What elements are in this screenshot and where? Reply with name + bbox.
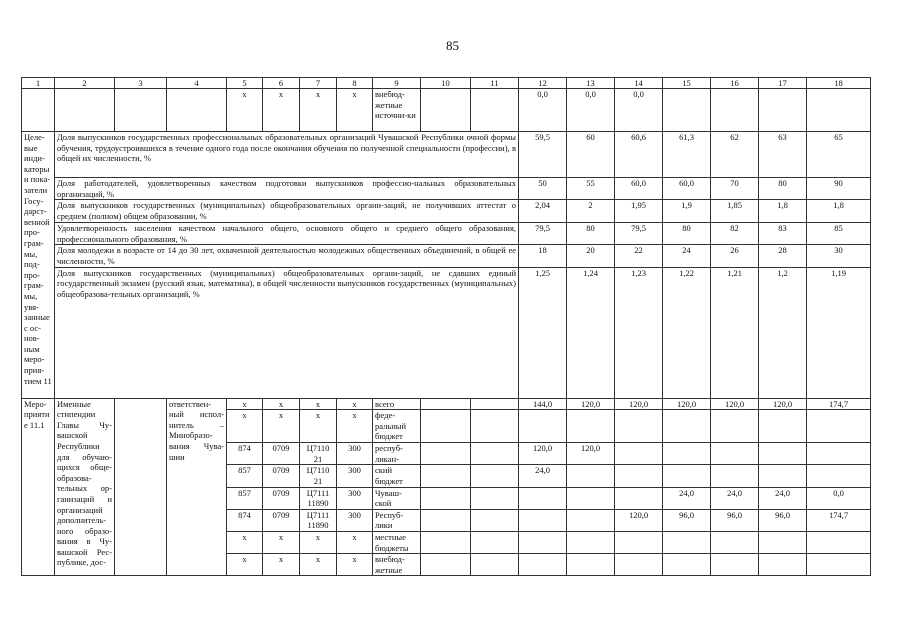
indicator-text: Доля работодателей, удовлетворенных качеством подготовки выпускников профессио-нальных образовательных организаций, % (55, 178, 519, 200)
code-cell: x (300, 531, 337, 553)
measure-value (807, 443, 871, 465)
indicator-value: 20 (567, 245, 615, 267)
header-cell: 2 (55, 78, 115, 89)
cell-empty (471, 554, 519, 576)
code-cell: x (263, 554, 300, 576)
code-cell: Ц7110 21 (300, 465, 337, 487)
indicator-row (22, 200, 871, 223)
measure-value (759, 531, 807, 553)
indicator-value: 30 (807, 245, 871, 267)
indicator-row (22, 223, 871, 245)
measure-label: Меро-приятие 11.1 (22, 398, 55, 576)
measure-value (567, 554, 615, 576)
indicators-side-label: Целе-вые инди-каторы и пока-затели Госу-дарст-венной про-грам-мы, под-про-грам-мы, увя-занные с ос-нов-ным меро-прия-тием 11 (22, 132, 55, 399)
measure-value: 120,0 (519, 443, 567, 465)
code-cell: x (337, 410, 373, 443)
header-cell: 11 (471, 78, 519, 89)
measure-value (615, 531, 663, 553)
measure-value (567, 465, 615, 487)
code-cell: Ц7111 11890 (300, 487, 337, 509)
indicator-value: 65 (807, 132, 871, 178)
indicator-value: 26 (711, 245, 759, 267)
code-cell: 300 (337, 465, 373, 487)
value-cell: 0,0 (615, 89, 663, 132)
indicator-value: 85 (807, 223, 871, 245)
measure-value (663, 465, 711, 487)
indicator-value: 1,95 (615, 200, 663, 223)
indicator-value: 22 (615, 245, 663, 267)
indicator-value: 1,85 (711, 200, 759, 223)
program-table (21, 77, 871, 576)
indicator-value: 1,2 (759, 267, 807, 398)
code-cell: 300 (337, 443, 373, 465)
measure-value (759, 554, 807, 576)
measure-value (807, 531, 871, 553)
measure-value (615, 465, 663, 487)
indicator-text: Доля выпускников государственных (муниципальных) общеобразовательных органи-заций, не получивших аттестат о среднем (полном) общем образовании, % (55, 200, 519, 223)
cell-empty (421, 487, 471, 509)
code-cell: x (263, 410, 300, 443)
code-cell: x (337, 554, 373, 576)
code-cell: x (227, 554, 263, 576)
cell-empty (421, 465, 471, 487)
cell-empty (421, 410, 471, 443)
indicator-row (22, 132, 871, 178)
code-cell: x (263, 89, 300, 132)
measure-value (615, 554, 663, 576)
indicator-value: 1,24 (567, 267, 615, 398)
code-cell: x (263, 398, 300, 410)
code-cell: 300 (337, 487, 373, 509)
measure-value (519, 554, 567, 576)
indicator-value: 1,8 (807, 200, 871, 223)
indicator-value: 70 (711, 178, 759, 200)
measure-value: 174,7 (807, 398, 871, 410)
measure-value (759, 465, 807, 487)
header-cell: 4 (167, 78, 227, 89)
measure-value (759, 410, 807, 443)
code-cell: 0709 (263, 465, 300, 487)
source-cell: внебюд-жетные (373, 554, 421, 576)
indicator-value: 24 (663, 245, 711, 267)
indicator-value: 79,5 (615, 223, 663, 245)
code-cell: 857 (227, 487, 263, 509)
code-cell: x (300, 410, 337, 443)
indicator-value: 60 (567, 132, 615, 178)
cell-empty (55, 89, 115, 132)
indicator-value: 55 (567, 178, 615, 200)
header-cell: 7 (300, 78, 337, 89)
indicator-value: 1,19 (807, 267, 871, 398)
measure-value: 120,0 (567, 398, 615, 410)
code-cell: x (227, 398, 263, 410)
indicator-value: 2 (567, 200, 615, 223)
header-row (22, 78, 871, 89)
cell-empty (421, 398, 471, 410)
code-cell: x (300, 89, 337, 132)
cell-empty (22, 89, 55, 132)
measure-value (519, 531, 567, 553)
measure-value: 174,7 (807, 509, 871, 531)
measure-value (807, 465, 871, 487)
indicator-value: 61,3 (663, 132, 711, 178)
indicator-value: 63 (759, 132, 807, 178)
code-cell: Ц7111 11890 (300, 509, 337, 531)
header-cell: 8 (337, 78, 373, 89)
measure-value (615, 410, 663, 443)
measure-value: 24,0 (711, 487, 759, 509)
measure-value (663, 554, 711, 576)
cell-empty (421, 531, 471, 553)
header-cell: 3 (115, 78, 167, 89)
indicator-value: 90 (807, 178, 871, 200)
source-cell: респуб-ликан- (373, 443, 421, 465)
indicator-row (22, 267, 871, 398)
cell-empty (167, 89, 227, 132)
measure-value: 144,0 (519, 398, 567, 410)
cell-empty (471, 465, 519, 487)
indicator-value: 62 (711, 132, 759, 178)
code-cell: x (337, 531, 373, 553)
cell-empty (471, 89, 519, 132)
measure-value (567, 487, 615, 509)
header-cell: 12 (519, 78, 567, 89)
cell-empty (471, 398, 519, 410)
table-row (22, 89, 871, 132)
measure-value (711, 554, 759, 576)
measure-value (807, 410, 871, 443)
header-cell: 13 (567, 78, 615, 89)
indicator-row (22, 245, 871, 267)
cell-empty (759, 89, 807, 132)
indicator-value: 1,25 (519, 267, 567, 398)
header-cell: 5 (227, 78, 263, 89)
header-cell: 16 (711, 78, 759, 89)
indicator-text: Доля выпускников государственных (муниципальных) общеобразовательных органи-заций, не сдавших единый государственный экзамен (русский язык, математика), в общей численности выпускников государственных (муниципальных) общеобразова-тельных организаций, % (55, 267, 519, 398)
measure-name: Именные стипендии Главы Чу-вашской Республики для обучаю-щихся обще-образова-тельных ор-ганизаций и организаций дополнитель-ного образо-вания в Чу-вашской Рес-публике, дос- (55, 398, 115, 576)
cell-empty (421, 554, 471, 576)
code-cell: x (227, 89, 263, 132)
indicator-value: 2,04 (519, 200, 567, 223)
indicator-text: Доля молодежи в возрасте от 14 до 30 лет, охваченной деятельностью молодежных общественных объединений, в общей ее численности, % (55, 245, 519, 267)
value-cell: 0,0 (567, 89, 615, 132)
measure-value: 120,0 (759, 398, 807, 410)
indicator-value: 60,6 (615, 132, 663, 178)
indicator-value: 80 (567, 223, 615, 245)
indicator-value: 1,9 (663, 200, 711, 223)
measure-value (663, 531, 711, 553)
measure-value (519, 487, 567, 509)
cell-empty (471, 487, 519, 509)
source-cell: феде-ральный бюджет (373, 410, 421, 443)
code-cell: Ц7110 21 (300, 443, 337, 465)
indicator-value: 1,8 (759, 200, 807, 223)
measure-value: 24,0 (519, 465, 567, 487)
measure-value (759, 443, 807, 465)
indicator-value: 79,5 (519, 223, 567, 245)
header-cell: 1 (22, 78, 55, 89)
cell-empty (471, 531, 519, 553)
header-cell: 15 (663, 78, 711, 89)
page-number: 85 (446, 38, 459, 53)
cell-empty (115, 398, 167, 576)
measure-value (567, 410, 615, 443)
code-cell: x (337, 89, 373, 132)
measure-value (711, 465, 759, 487)
code-cell: 0709 (263, 509, 300, 531)
measure-value: 120,0 (567, 443, 615, 465)
measure-value (519, 509, 567, 531)
measure-value: 120,0 (615, 398, 663, 410)
measure-value (567, 531, 615, 553)
code-cell: 874 (227, 443, 263, 465)
measure-value (615, 443, 663, 465)
cell-empty (421, 443, 471, 465)
header-cell: 9 (373, 78, 421, 89)
indicator-value: 28 (759, 245, 807, 267)
code-cell: 857 (227, 465, 263, 487)
indicator-value: 1,21 (711, 267, 759, 398)
source-cell: всего (373, 398, 421, 410)
source-cell: внебюд-жетные источни-ки (373, 89, 421, 132)
code-cell: x (300, 398, 337, 410)
source-cell: ский бюджет (373, 465, 421, 487)
header-cell: 18 (807, 78, 871, 89)
indicator-value: 60,0 (663, 178, 711, 200)
measure-value: 120,0 (711, 398, 759, 410)
measure-value (711, 531, 759, 553)
indicator-value: 80 (663, 223, 711, 245)
measure-row (22, 398, 871, 410)
measure-value (615, 487, 663, 509)
measure-value: 96,0 (759, 509, 807, 531)
source-cell: Чуваш-ской (373, 487, 421, 509)
measure-value: 96,0 (711, 509, 759, 531)
code-cell: 0709 (263, 443, 300, 465)
measure-value: 120,0 (615, 509, 663, 531)
measure-value (519, 410, 567, 443)
header-cell: 10 (421, 78, 471, 89)
measure-value: 24,0 (759, 487, 807, 509)
code-cell: x (227, 531, 263, 553)
indicator-value: 80 (759, 178, 807, 200)
indicator-value: 1,23 (615, 267, 663, 398)
measure-value (807, 554, 871, 576)
cell-empty (115, 89, 167, 132)
indicator-value: 18 (519, 245, 567, 267)
cell-empty (471, 443, 519, 465)
indicator-text: Удовлетворенность населения качеством начального общего, основного общего и среднего общего образования, профессионального образования, % (55, 223, 519, 245)
header-cell: 6 (263, 78, 300, 89)
code-cell: 300 (337, 509, 373, 531)
cell-empty (471, 410, 519, 443)
indicator-value: 82 (711, 223, 759, 245)
measure-value (711, 410, 759, 443)
cell-empty (421, 509, 471, 531)
indicator-value: 59,5 (519, 132, 567, 178)
code-cell: x (263, 531, 300, 553)
cell-empty (421, 89, 471, 132)
header-cell: 14 (615, 78, 663, 89)
indicator-text: Доля выпускников государственных профессиональных образовательных организаций Чувашской Республики очной формы обучения, трудоустроившихся в течение одного года после окончания обучения по полученной специальности (профессии), в общей их численности, % (55, 132, 519, 178)
cell-empty (711, 89, 759, 132)
cell-empty (471, 509, 519, 531)
indicator-value: 83 (759, 223, 807, 245)
header-cell: 17 (759, 78, 807, 89)
measure-value (567, 509, 615, 531)
indicator-value: 60,0 (615, 178, 663, 200)
source-cell: местные бюджеты (373, 531, 421, 553)
code-cell: 874 (227, 509, 263, 531)
measure-value (711, 443, 759, 465)
indicator-row (22, 178, 871, 200)
code-cell: x (227, 410, 263, 443)
source-cell: Респуб-лики (373, 509, 421, 531)
measure-value (663, 443, 711, 465)
measure-value: 120,0 (663, 398, 711, 410)
measure-value: 0,0 (807, 487, 871, 509)
measure-value (663, 410, 711, 443)
code-cell: x (337, 398, 373, 410)
code-cell: x (300, 554, 337, 576)
measure-value: 24,0 (663, 487, 711, 509)
measure-value: 96,0 (663, 509, 711, 531)
measure-executor: ответствен-ный испол-нитель – Минобразо-вания Чува-шии (167, 398, 227, 576)
value-cell: 0,0 (519, 89, 567, 132)
cell-empty (807, 89, 871, 132)
code-cell: 0709 (263, 487, 300, 509)
cell-empty (663, 89, 711, 132)
indicator-value: 50 (519, 178, 567, 200)
indicator-value: 1,22 (663, 267, 711, 398)
